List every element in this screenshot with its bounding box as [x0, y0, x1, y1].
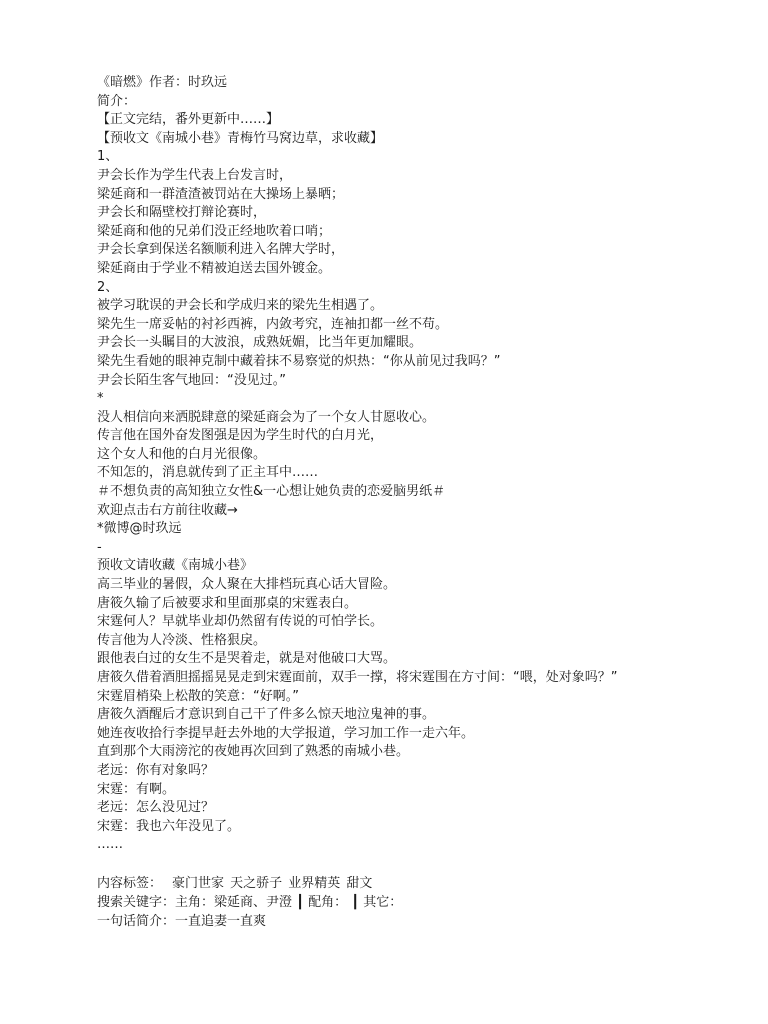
text-line: 尹会长和隔壁校打辩论赛时， [97, 205, 267, 221]
collect-prompt: 欢迎点击右方前往收藏→ [97, 502, 238, 518]
text-line: 高三毕业的暑假，众人聚在大排档玩真心话大冒险。 [97, 577, 397, 593]
text-line: 宋霆何人？早就毕业却仍然留有传说的可怕学长。 [97, 614, 384, 630]
intro-heading: 简介： [97, 93, 137, 109]
section-number-2: 2、 [97, 279, 119, 295]
text-line: 没人相信向来洒脱肆意的梁延商会为了一个女人甘愿收心。 [97, 409, 436, 425]
text-line: 跟他表白过的女生不是哭着走，就是对他破口大骂。 [97, 651, 397, 667]
dialogue-line: 老远：你有对象吗？ [97, 762, 215, 778]
preorder-heading: 预收文请收藏《南城小巷》 [97, 558, 254, 574]
text-line: 尹会长作为学生代表上台发言时， [97, 167, 293, 183]
search-keywords-label: 搜索关键字： [97, 894, 176, 910]
dialogue-line: 宋霆：有啊。 [97, 781, 176, 797]
text-line: 宋霆眉梢染上松散的笑意：“好啊。” [97, 688, 299, 704]
ellipsis-line: …… [97, 837, 123, 853]
text-line: 唐筱久借着酒胆摇摇晃晃走到宋霆面前，双手一撑，将宋霆围在方寸间：“喂，处对象吗？” [97, 670, 618, 685]
section-number-1: 1、 [97, 149, 119, 165]
text-line: 梁延商和一群渣渣被罚站在大操场上暴晒； [97, 186, 345, 202]
book-title-line: 《暗燃》作者：时玖远 [97, 75, 228, 90]
document-body [97, 74, 737, 931]
dialogue-line: 宋霆：我也六年没见了。 [97, 818, 241, 834]
content-tags-label: 内容标签： [97, 875, 163, 891]
search-keywords-value: 主角：梁延商、尹澄 ┃ 配角： ┃ 其它： [175, 894, 403, 910]
text-line: 梁延商由于学业不精被迫送去国外镀金。 [97, 260, 332, 276]
blank-line [97, 855, 737, 874]
one-line-summary-row [97, 912, 737, 931]
content-tags-row [97, 874, 737, 893]
dialogue-line: 老远：怎么没见过？ [97, 800, 215, 816]
preorder-notice: 【预收文《南城小巷》青梅竹马窝边草，求收藏】 [97, 130, 384, 146]
text-line: 尹会长拿到保送名额顺利进入名牌大学时， [97, 242, 345, 258]
text-line: 尹会长陌生客气地回：“没见过。” [97, 372, 286, 388]
content-tags-value: 豪门世家 天之骄子 业界精英 甜文 [172, 875, 373, 891]
text-line: 梁延商和他的兄弟们没正经地吹着口哨； [97, 223, 332, 239]
text-line: 直到那个大雨滂沱的夜她再次回到了熟悉的南城小巷。 [97, 744, 410, 760]
status-notice: 【正文完结，番外更新中……】 [97, 112, 280, 128]
text-line: 唐筱久输了后被要求和里面那桌的宋霆表白。 [97, 595, 358, 611]
text-line: 尹会长一头瞩目的大波浪，成熟妩媚，比当年更加耀眼。 [97, 335, 423, 351]
text-line: 唐筱久酒醒后才意识到自己干了件多么惊天地泣鬼神的事。 [97, 707, 436, 723]
text-line: 传言他为人冷淡、性格狠戾。 [97, 632, 267, 648]
text-line: 不知怎的，消息就传到了正主耳中…… [97, 465, 319, 481]
separator-asterisk: * [97, 391, 104, 407]
separator-dash: - [97, 539, 102, 555]
weibo-line: *微博@时玖远 [97, 521, 182, 537]
one-line-summary-label: 一句话简介： [97, 913, 176, 929]
search-keywords-row [97, 893, 737, 912]
text-line: 被学习耽误的尹会长和学成归来的梁先生相遇了。 [97, 298, 384, 314]
text-line: 这个女人和他的白月光很像。 [97, 446, 267, 462]
text-line: 她连夜收拾行李提早赶去外地的大学报道，学习加工作一走六年。 [97, 725, 475, 741]
hashtag-line: ＃不想负责的高知独立女性&一心想让她负责的恋爱脑男纸＃ [97, 484, 446, 500]
one-line-summary-value: 一直追妻一直爽 [175, 913, 267, 929]
text-line: 传言他在国外奋发图强是因为学生时代的白月光， [97, 428, 384, 444]
text-line: 梁先生看她的眼神克制中藏着抹不易察觉的炽热：“你从前见过我吗？” [97, 353, 501, 369]
text-line: 梁先生一席妥帖的衬衫西裤，内敛考究，连袖扣都一丝不苟。 [97, 316, 449, 332]
